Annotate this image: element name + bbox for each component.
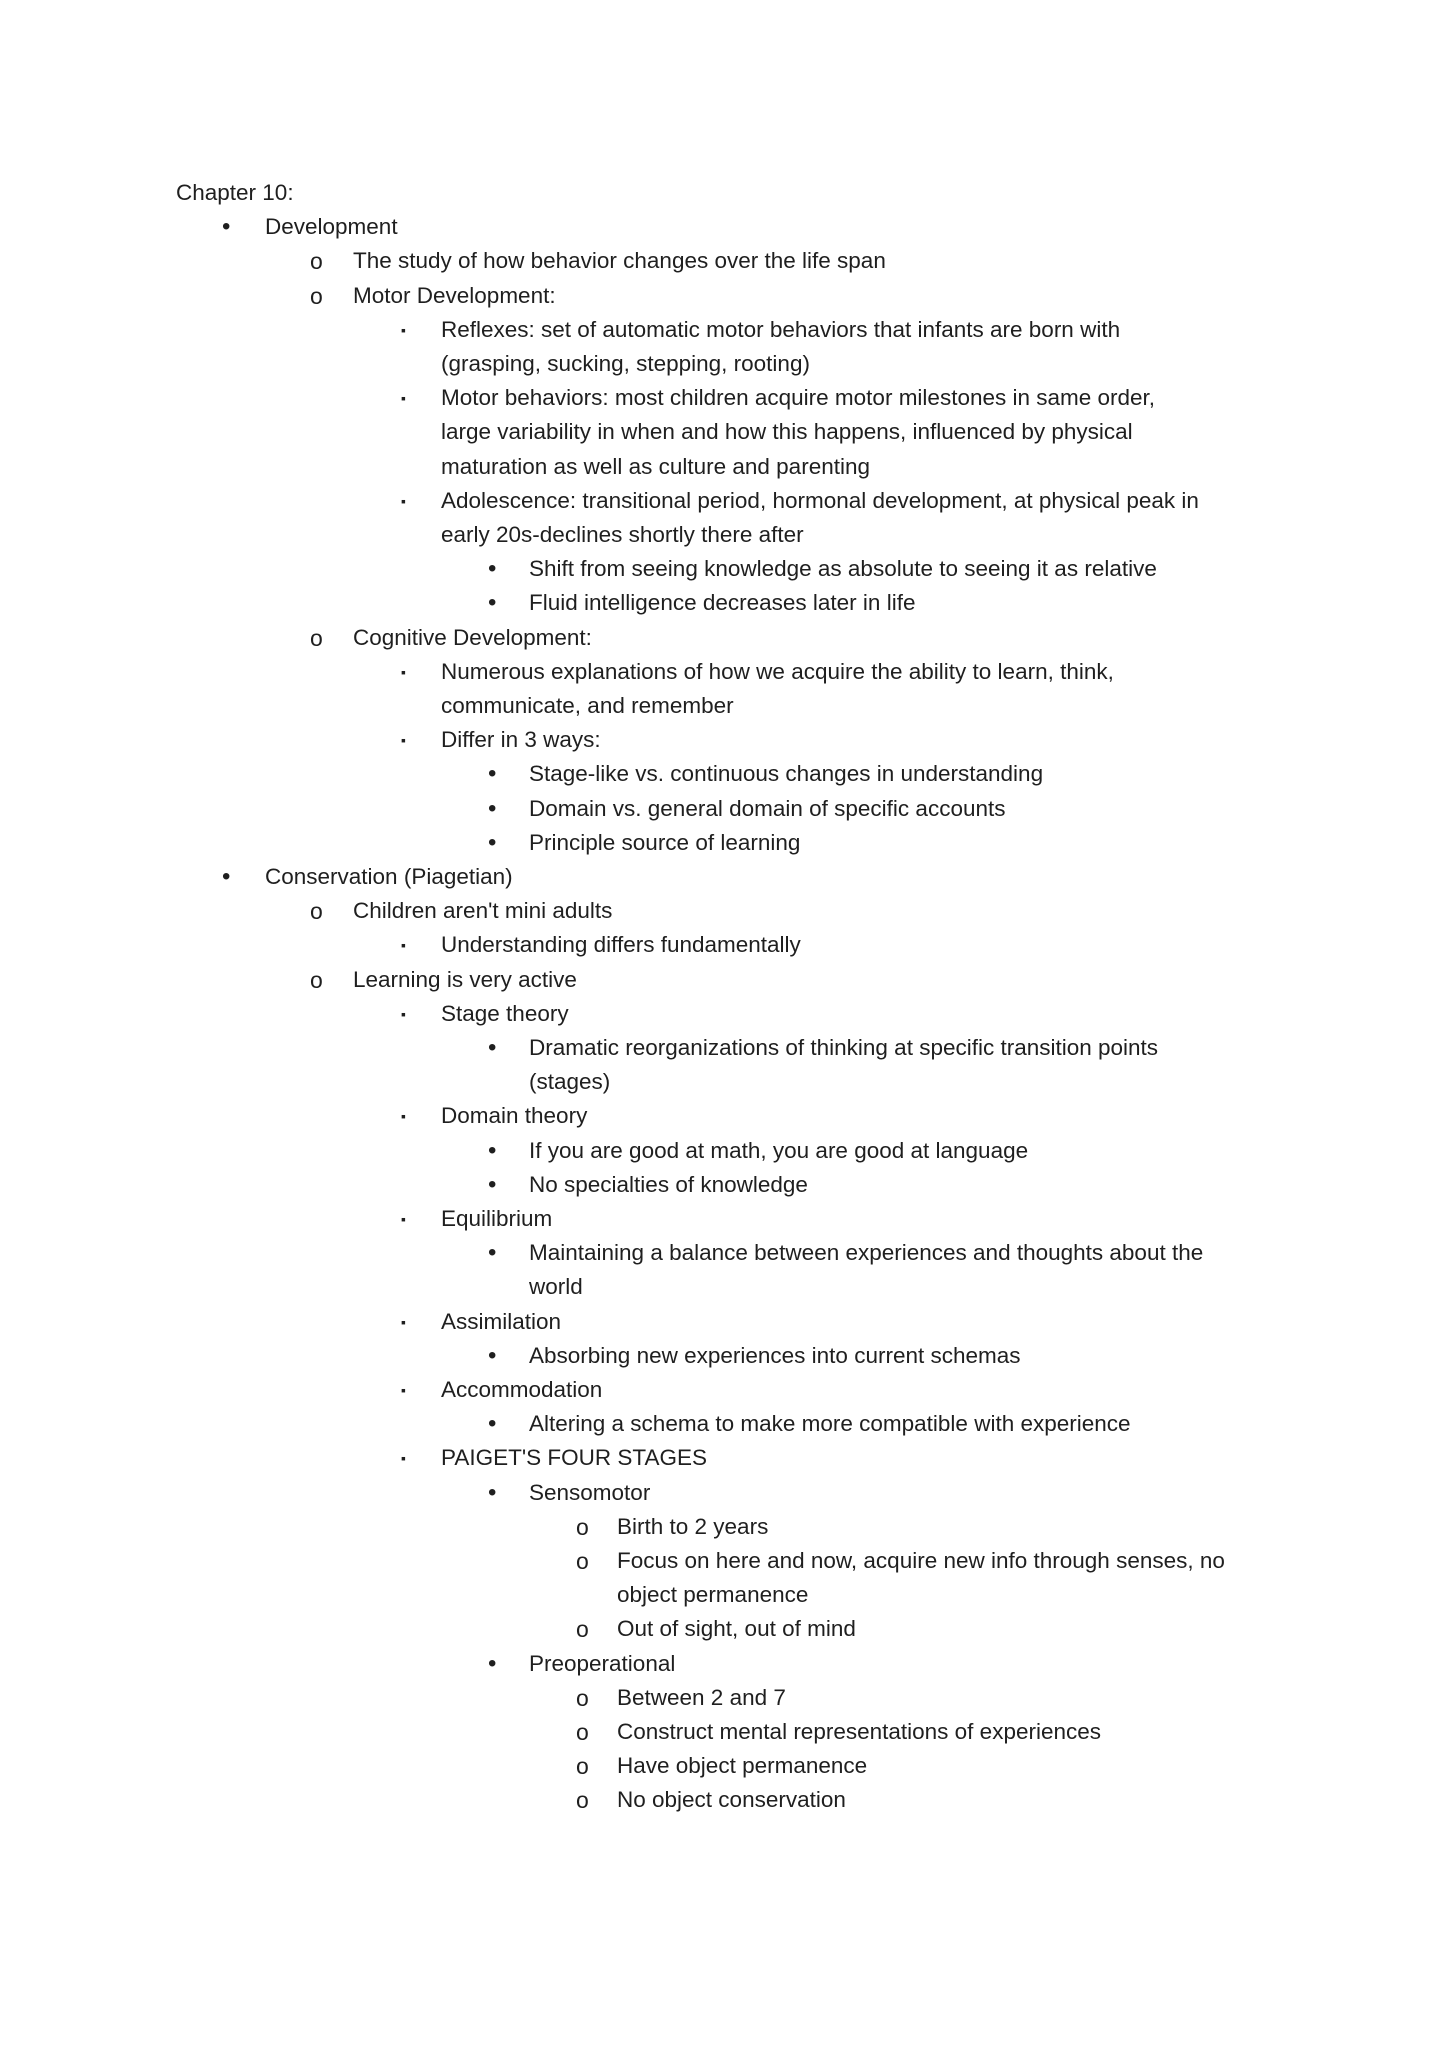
- square-bullet-icon: ▪: [401, 1108, 406, 1125]
- list-item-text: Dramatic reorganizations of thinking at specific transition points: [529, 1035, 1159, 1060]
- list-item-text: Differ in 3 ways:: [441, 727, 601, 753]
- list-item-text: Numerous explanations of how we acquire the ability to learn, think,: [441, 658, 1114, 684]
- list-item-text: PAIGET'S FOUR STAGES: [441, 1445, 708, 1471]
- list-item-text: Stage theory: [441, 1000, 569, 1026]
- list-item-text: Cognitive Development:: [353, 624, 592, 650]
- chapter-heading: Chapter 10:: [176, 180, 294, 205]
- square-bullet-icon: ▪: [401, 1450, 406, 1467]
- list-item-text: Altering a schema to make more compatible with experience: [529, 1411, 1131, 1437]
- list-item-text: Between 2 and 7: [617, 1684, 786, 1710]
- circle-bullet-icon: o: [576, 1719, 589, 1745]
- list-item-text: Fluid intelligence decreases later in life: [529, 590, 916, 616]
- list-item-text: Sensomotor: [529, 1479, 651, 1505]
- disc-bullet-icon: •: [488, 1136, 497, 1164]
- square-bullet-icon: ▪: [401, 732, 406, 749]
- circle-bullet-icon: o: [576, 1787, 589, 1814]
- list-item-text: Out of sight, out of mind: [617, 1616, 856, 1642]
- list-item-text: Focus on here and now, acquire new info through senses, no: [617, 1548, 1225, 1573]
- circle-bullet-icon: o: [576, 1513, 589, 1540]
- disc-bullet-icon: •: [488, 760, 497, 788]
- square-bullet-icon: ▪: [401, 1382, 406, 1398]
- disc-bullet-icon: •: [488, 1410, 497, 1438]
- list-item-text: (grasping, sucking, stepping, rooting): [441, 351, 810, 376]
- disc-bullet-icon: •: [488, 589, 497, 617]
- list-item-text: world: [529, 1274, 583, 1300]
- list-item-text: Understanding differs fundamentally: [441, 932, 801, 958]
- list-item-text: Principle source of learning: [529, 829, 801, 855]
- square-bullet-icon: ▪: [401, 663, 406, 680]
- disc-bullet-icon: •: [488, 1478, 497, 1506]
- list-item-text: Accommodation: [441, 1377, 603, 1402]
- list-item-text: Maintaining a balance between experiences and thoughts about the: [529, 1240, 1204, 1266]
- disc-bullet-icon: •: [488, 1649, 497, 1677]
- list-item-text: Domain vs. general domain of specific accounts: [529, 795, 1006, 821]
- list-item-text: No object conservation: [617, 1787, 846, 1813]
- list-item-text: Children aren't mini adults: [353, 898, 613, 924]
- list-item-text: Assimilation: [441, 1308, 562, 1334]
- list-item-text: Construct mental representations of experiences: [617, 1719, 1102, 1744]
- list-item-text: Learning is very active: [353, 966, 577, 992]
- list-item-text: Birth to 2 years: [617, 1513, 769, 1539]
- square-bullet-icon: ▪: [401, 390, 406, 407]
- list-item-text: Adolescence: transitional period, hormonal development, at physical peak in: [441, 487, 1199, 513]
- list-item-text: Reflexes: set of automatic motor behaviors that infants are born with: [441, 316, 1121, 342]
- disc-bullet-icon: •: [222, 863, 231, 890]
- list-item-text: Motor Development:: [353, 282, 556, 308]
- circle-bullet-icon: o: [310, 898, 323, 925]
- list-item-text: If you are good at math, you are good at language: [529, 1137, 1029, 1163]
- circle-bullet-icon: o: [310, 624, 323, 651]
- list-item-text: Equilibrium: [441, 1206, 553, 1231]
- list-item-text: early 20s-declines shortly there after: [441, 522, 804, 547]
- square-bullet-icon: ▪: [401, 1313, 406, 1330]
- disc-bullet-icon: •: [488, 828, 497, 856]
- list-item-text: object permanence: [617, 1582, 809, 1608]
- disc-bullet-icon: •: [488, 555, 497, 583]
- square-bullet-icon: ▪: [401, 321, 406, 338]
- square-bullet-icon: ▪: [401, 492, 406, 509]
- disc-bullet-icon: •: [488, 1170, 497, 1198]
- list-item-text: Domain theory: [441, 1103, 588, 1129]
- list-item-text: Absorbing new experiences into current schemas: [529, 1342, 1021, 1368]
- list-item-text: Shift from seeing knowledge as absolute to seeing it as relative: [529, 556, 1157, 582]
- list-item-text: Have object permanence: [617, 1753, 868, 1779]
- list-item-text: Development: [265, 214, 398, 240]
- circle-bullet-icon: o: [576, 1753, 589, 1780]
- circle-bullet-icon: o: [576, 1548, 589, 1574]
- square-bullet-icon: ▪: [401, 1211, 406, 1227]
- list-item-text: No specialties of knowledge: [529, 1171, 808, 1197]
- list-item-text: maturation as well as culture and parenting: [441, 453, 870, 479]
- disc-bullet-icon: •: [488, 794, 497, 822]
- disc-bullet-icon: •: [488, 1341, 497, 1369]
- disc-bullet-icon: •: [488, 1034, 497, 1061]
- square-bullet-icon: ▪: [401, 1005, 406, 1022]
- list-item-text: Motor behaviors: most children acquire motor milestones in same order,: [441, 385, 1156, 411]
- circle-bullet-icon: o: [576, 1684, 589, 1711]
- circle-bullet-icon: o: [576, 1616, 589, 1643]
- list-item-text: communicate, and remember: [441, 693, 734, 718]
- disc-bullet-icon: •: [488, 1239, 497, 1267]
- list-item-text: Preoperational: [529, 1650, 676, 1676]
- circle-bullet-icon: o: [310, 248, 323, 275]
- circle-bullet-icon: o: [310, 966, 323, 993]
- disc-bullet-icon: •: [222, 213, 231, 241]
- list-item-text: The study of how behavior changes over the life span: [353, 248, 886, 274]
- list-item-text: (stages): [529, 1069, 611, 1095]
- list-item-text: large variability in when and how this happens, influenced by physical: [441, 419, 1133, 445]
- list-item-text: Stage-like vs. continuous changes in understanding: [529, 761, 1044, 787]
- square-bullet-icon: ▪: [401, 937, 406, 954]
- list-item-text: Conservation (Piagetian): [265, 864, 513, 889]
- circle-bullet-icon: o: [310, 282, 323, 309]
